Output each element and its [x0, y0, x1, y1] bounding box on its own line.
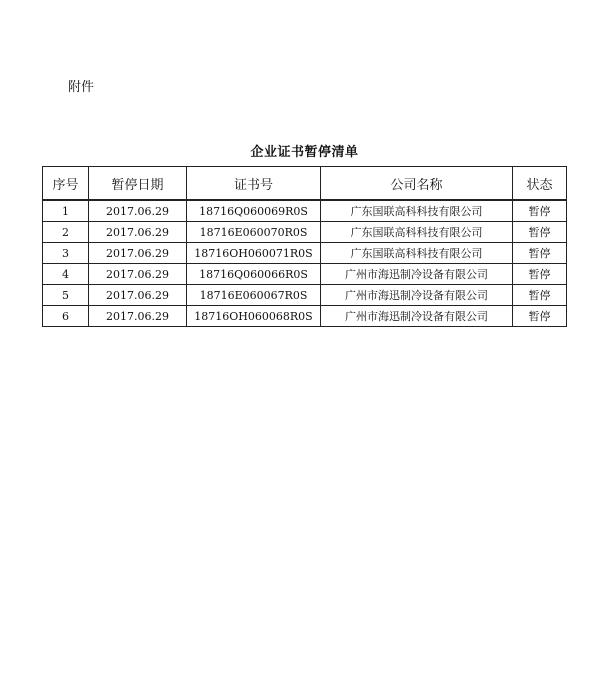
cell-certificate-number: 18716E060067R0S	[187, 285, 321, 306]
table-header-row	[43, 167, 567, 201]
cell-suspension-date: 2017.06.29	[89, 306, 187, 327]
attachment-label: 附件	[68, 80, 95, 95]
cell-company-name: 广州市海迅制冷设备有限公司	[321, 264, 513, 285]
table-row	[43, 306, 567, 327]
cell-certificate-number: 18716E060070R0S	[187, 222, 321, 243]
cell-status: 暂停	[513, 222, 567, 243]
cell-company-name: 广东国联高科科技有限公司	[321, 200, 513, 222]
cell-certificate-number: 18716OH060071R0S	[187, 243, 321, 264]
table-row	[43, 222, 567, 243]
cell-company-name: 广州市海迅制冷设备有限公司	[321, 285, 513, 306]
header-index: 序号	[43, 167, 89, 201]
cell-index: 3	[43, 243, 89, 264]
cell-certificate-number: 18716Q060069R0S	[187, 200, 321, 222]
header-suspension-date: 暂停日期	[89, 167, 187, 201]
cell-suspension-date: 2017.06.29	[89, 222, 187, 243]
document-title: 企业证书暂停清单	[250, 145, 359, 160]
cell-index: 1	[43, 200, 89, 222]
cell-index: 4	[43, 264, 89, 285]
header-status: 状态	[513, 167, 567, 201]
cell-suspension-date: 2017.06.29	[89, 264, 187, 285]
cell-status: 暂停	[513, 200, 567, 222]
cell-company-name: 广东国联高科科技有限公司	[321, 243, 513, 264]
cell-index: 5	[43, 285, 89, 306]
cell-company-name: 广东国联高科科技有限公司	[321, 222, 513, 243]
table-row	[43, 200, 567, 222]
table-row	[43, 243, 567, 264]
cell-company-name: 广州市海迅制冷设备有限公司	[321, 306, 513, 327]
cell-index: 6	[43, 306, 89, 327]
cell-index: 2	[43, 222, 89, 243]
header-certificate-number: 证书号	[187, 167, 321, 201]
cell-certificate-number: 18716OH060068R0S	[187, 306, 321, 327]
cell-certificate-number: 18716Q060066R0S	[187, 264, 321, 285]
cell-suspension-date: 2017.06.29	[89, 243, 187, 264]
table-row	[43, 264, 567, 285]
cell-status: 暂停	[513, 285, 567, 306]
cell-suspension-date: 2017.06.29	[89, 200, 187, 222]
cell-status: 暂停	[513, 243, 567, 264]
cell-status: 暂停	[513, 306, 567, 327]
certificate-suspension-table	[42, 166, 567, 327]
table-row	[43, 285, 567, 306]
cell-suspension-date: 2017.06.29	[89, 285, 187, 306]
header-company-name: 公司名称	[321, 167, 513, 201]
cell-status: 暂停	[513, 264, 567, 285]
